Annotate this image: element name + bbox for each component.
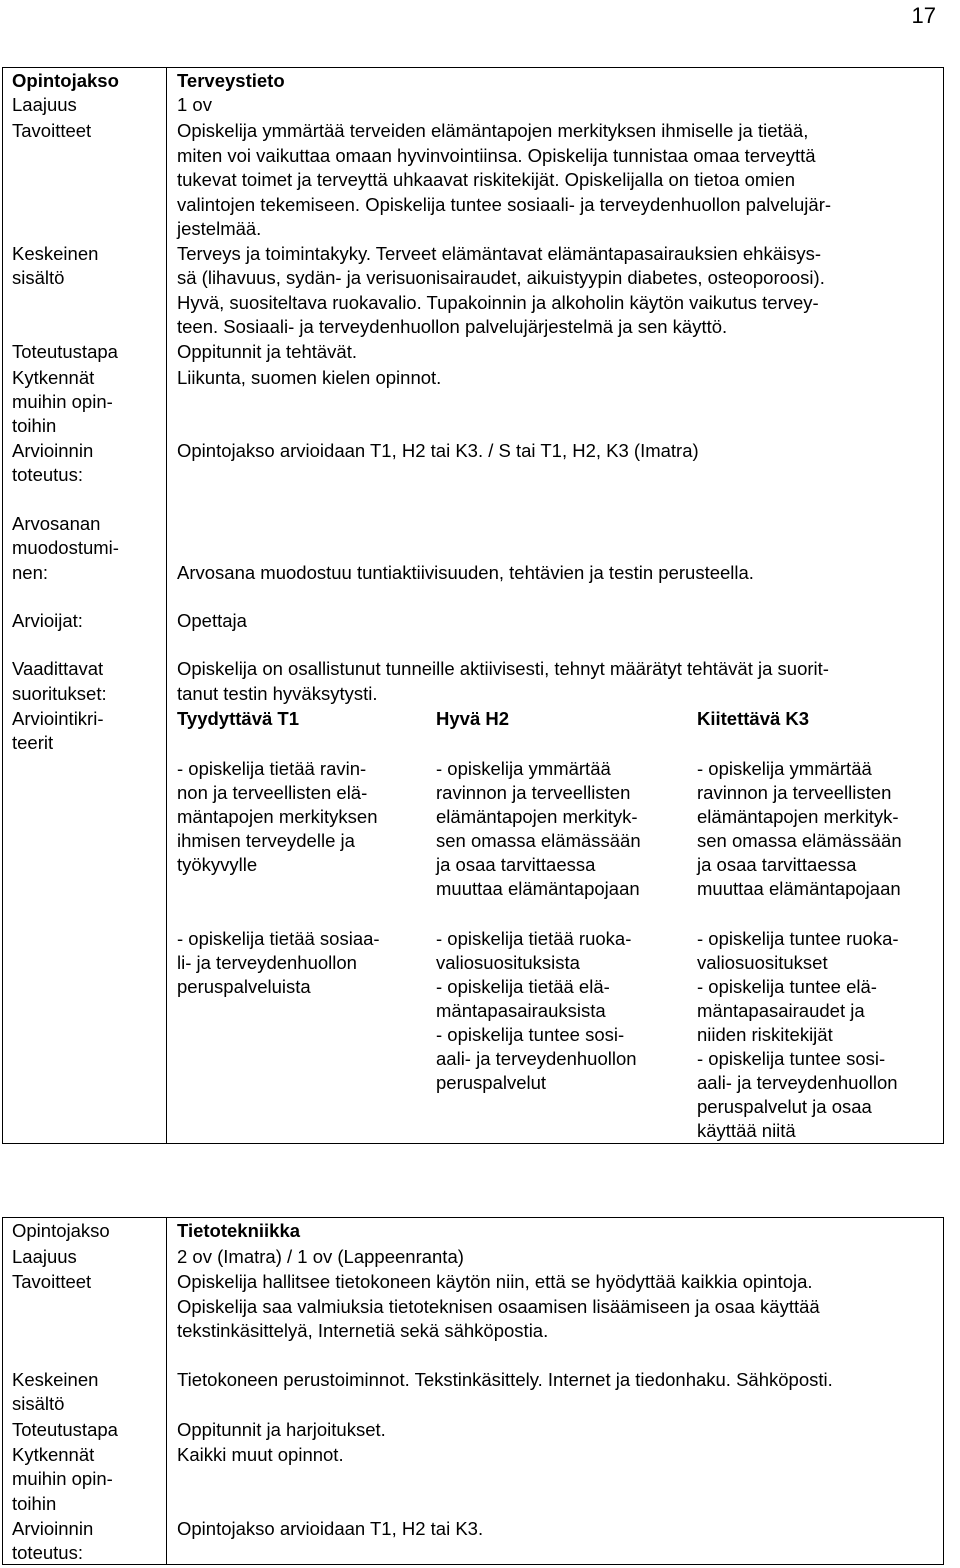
kytkennat-text: Kaikki muut opinnot. (177, 1444, 344, 1465)
course-laajuus: 2 ov (Imatra) / 1 ov (Lappeenranta) (177, 1246, 464, 1267)
kytkennat-text: Liikunta, suomen kielen opinnot. (177, 367, 442, 388)
text-line: - opiskelija tietää sosiaa- (177, 928, 380, 949)
text-line: niiden riskitekijät (697, 1024, 833, 1045)
page-number: 17 (911, 3, 936, 28)
text-line: non ja terveellisten elä- (177, 782, 368, 803)
label-arvioinnin: Arvioinnin (12, 440, 94, 461)
label-vaadittavat: Vaadittavat (12, 658, 104, 679)
text-line: työkyvylle (177, 854, 258, 875)
label-laajuus: Laajuus (12, 1246, 77, 1267)
criteria-t1-block2 (177, 927, 380, 999)
label-sisalto: sisältö (12, 1393, 65, 1414)
label-toteutus: toteutus: (12, 1542, 83, 1563)
text-line: ja osaa tarvittaessa (436, 854, 596, 875)
toteutustapa-text: Oppitunnit ja tehtävät. (177, 341, 357, 362)
label-keskeinen: Keskeinen (12, 243, 99, 264)
text-line: - opiskelija tietää ravin- (177, 758, 367, 779)
label-tavoitteet: Tavoitteet (12, 120, 92, 141)
keskeinen-text: Tietokoneen perustoiminnot. Tekstinkäsittely. Internet ja tiedonhaku. Sähköposti. (177, 1369, 833, 1390)
text-line: tukevat toimet ja terveyttä uhkaavat riskitekijät. Opiskelijalla on tietoa omien (177, 169, 795, 190)
label-arviointikriteerit: Arviointikri- (12, 708, 104, 729)
arvioijat-text: Opettaja (177, 610, 247, 631)
text-line: mäntapojen merkityksen (177, 806, 378, 827)
text-line: käyttää niitä (697, 1120, 796, 1141)
text-line: muuttaa elämäntapojaan (436, 878, 640, 899)
label-kytkennat-2: muihin opin- (12, 1468, 113, 1489)
course-name: Terveystieto (177, 70, 285, 91)
criteria-h2-block2 (436, 927, 637, 1095)
text-line: Opiskelija saa valmiuksia tietoteknisen osaamisen lisäämiseen ja osaa käyttää (177, 1296, 820, 1317)
criteria-header-t1: Tyydyttävä T1 (177, 708, 300, 729)
label-toteutustapa: Toteutustapa (12, 341, 118, 362)
column-divider (166, 1217, 167, 1565)
label-toteutus: toteutus: (12, 464, 83, 485)
criteria-t1-block1 (177, 757, 378, 877)
arvioinnin-toteutus-text: Opintojakso arvioidaan T1, H2 tai K3. (177, 1518, 484, 1539)
criteria-header-h2: Hyvä H2 (436, 708, 510, 729)
course-laajuus: 1 ov (177, 94, 212, 115)
text-line: ravinnon ja terveellisten (697, 782, 892, 803)
text-line: - opiskelija tietää elä- (436, 976, 610, 997)
criteria-k3-block1 (697, 757, 902, 901)
text-line: li- ja terveydenhuollon (177, 952, 357, 973)
course-name: Tietotekniikka (177, 1220, 301, 1241)
text-line: - opiskelija tietää ruoka- (436, 928, 632, 949)
text-line: peruspalvelut (436, 1072, 547, 1093)
label-toteutustapa: Toteutustapa (12, 1419, 118, 1440)
text-line: Opiskelija hallitsee tietokoneen käytön niin, että se hyödyttää kaikkia opintoja. (177, 1271, 813, 1292)
column-divider (166, 67, 167, 1144)
text-line: tekstinkäsittelyä, Internetiä sekä sähköpostia. (177, 1320, 549, 1341)
text-line: sen omassa elämässään (436, 830, 641, 851)
text-line: Terveys ja toimintakyky. Terveet elämäntavat elämäntapasairauksien ehkäisys- (177, 243, 822, 264)
label-laajuus: Laajuus (12, 94, 77, 115)
text-line: valintojen tekemiseen. Opiskelija tuntee sosiaali- ja terveydenhuollon palvelujär- (177, 194, 832, 215)
label-opintojakso: Opintojakso (12, 70, 119, 91)
text-line: muuttaa elämäntapojaan (697, 878, 901, 899)
label-kytkennat-3: toihin (12, 1493, 57, 1514)
text-line: - opiskelija ymmärtää (436, 758, 611, 779)
text-line: peruspalveluista (177, 976, 311, 997)
label-arvosanan: Arvosanan (12, 513, 101, 534)
vaadittavat-text: Opiskelija on osallistunut tunneille aktiivisesti, tehnyt määrätyt tehtävät ja suorit- (177, 658, 829, 679)
text-line: - opiskelija tuntee sosi- (697, 1048, 886, 1069)
text-line: mäntapasairaudet ja (697, 1000, 865, 1021)
label-kytkennat-2: muihin opin- (12, 391, 113, 412)
arvosanan-text: Arvosana muodostuu tuntiaktiivisuuden, tehtävien ja testin perusteella. (177, 562, 754, 583)
label-keskeinen: Keskeinen (12, 1369, 99, 1390)
text-line: Hyvä, suositeltava ruokavalio. Tupakoinnin ja alkoholin käytön vaikutus tervey- (177, 292, 819, 313)
criteria-k3-block2 (697, 927, 899, 1143)
label-kytkennat-3: toihin (12, 415, 57, 436)
criteria-h2-block1 (436, 757, 641, 901)
text-line: aali- ja terveydenhuollon (436, 1048, 637, 1069)
text-line: mäntapasairauksista (436, 1000, 606, 1021)
label-arvioinnin: Arvioinnin (12, 1518, 94, 1539)
text-line: ihmisen terveydelle ja (177, 830, 355, 851)
text-line: elämäntapojen merkityk- (436, 806, 638, 827)
label-sisalto: sisältö (12, 267, 65, 288)
text-line: - opiskelija tuntee elä- (697, 976, 877, 997)
arvioinnin-toteutus-text: Opintojakso arvioidaan T1, H2 tai K3. / S tai T1, H2, K3 (Imatra) (177, 440, 699, 461)
text-line: ravinnon ja terveellisten (436, 782, 631, 803)
text-line: ja osaa tarvittaessa (697, 854, 857, 875)
text-line: sen omassa elämässään (697, 830, 902, 851)
text-line: valiosuositukset (697, 952, 828, 973)
text-line: - opiskelija tuntee ruoka- (697, 928, 899, 949)
label-arviointikriteerit-2: teerit (12, 732, 54, 753)
criteria-header-k3: Kiitettävä K3 (697, 708, 810, 729)
text-line: Opiskelija ymmärtää terveiden elämäntapojen merkityksen ihmiselle ja tietää, (177, 120, 809, 141)
text-line: - opiskelija ymmärtää (697, 758, 872, 779)
toteutustapa-text: Oppitunnit ja harjoitukset. (177, 1419, 386, 1440)
text-line: jestelmää. (177, 218, 262, 239)
label-arvosanan-3: nen: (12, 562, 49, 583)
label-arvosanan-2: muodostumi- (12, 537, 119, 558)
text-line: elämäntapojen merkityk- (697, 806, 899, 827)
text-line: sä (lihavuus, sydän- ja verisuonisairaudet, aikuistyypin diabetes, osteoporoosi). (177, 267, 825, 288)
text-line: teen. Sosiaali- ja terveydenhuollon palvelujärjestelmä ja sen käyttö. (177, 316, 728, 337)
vaadittavat-text-2: tanut testin hyväksytysti. (177, 683, 378, 704)
text-line: aali- ja terveydenhuollon (697, 1072, 898, 1093)
label-arvioijat: Arvioijat: (12, 610, 83, 631)
text-line: peruspalvelut ja osaa (697, 1096, 872, 1117)
text-line: - opiskelija tuntee sosi- (436, 1024, 625, 1045)
label-kytkennat: Kytkennät (12, 367, 95, 388)
label-opintojakso: Opintojakso (12, 1220, 110, 1241)
label-suoritukset: suoritukset: (12, 683, 107, 704)
text-line: valiosuosituksista (436, 952, 580, 973)
label-kytkennat: Kytkennät (12, 1444, 95, 1465)
text-line: miten voi vaikuttaa omaan hyvinvointiinsa. Opiskelija tunnistaa omaa terveyttä (177, 145, 816, 166)
label-tavoitteet: Tavoitteet (12, 1271, 92, 1292)
